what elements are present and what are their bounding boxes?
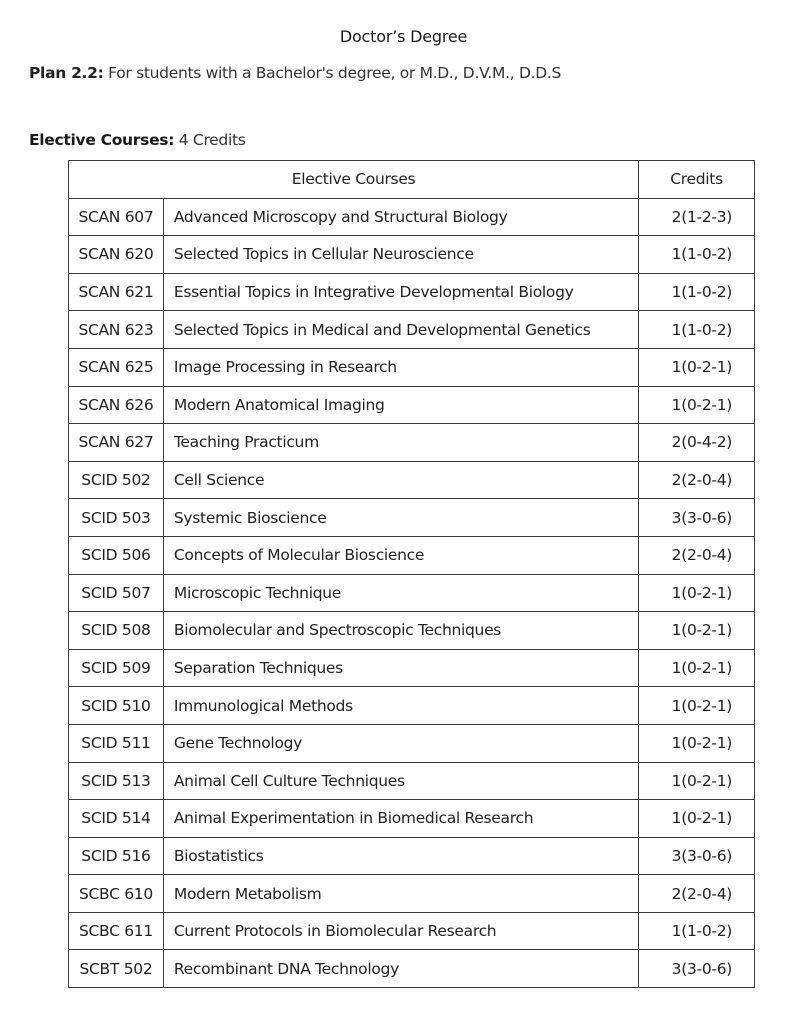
course-code: SCID 509 <box>69 649 164 687</box>
course-code: SCID 503 <box>69 499 164 537</box>
course-code: SCAN 625 <box>69 348 164 386</box>
course-name: Microscopic Technique <box>163 574 638 612</box>
course-credits: 1(0-2-1) <box>639 800 755 838</box>
table-row <box>69 536 755 574</box>
table-row <box>69 649 755 687</box>
table-row <box>69 236 755 274</box>
course-code: SCID 514 <box>69 800 164 838</box>
course-name: Cell Science <box>163 461 638 499</box>
course-code: SCAN 607 <box>69 198 164 236</box>
table-row <box>69 800 755 838</box>
table-row <box>69 875 755 913</box>
course-credits: 1(0-2-1) <box>639 724 755 762</box>
course-name: Recombinant DNA Technology <box>163 950 638 988</box>
course-name: Advanced Microscopy and Structural Biology <box>163 198 638 236</box>
course-name: Separation Techniques <box>163 649 638 687</box>
table-row <box>69 386 755 424</box>
course-credits: 2(2-0-4) <box>639 461 755 499</box>
table-row <box>69 273 755 311</box>
course-credits: 1(0-2-1) <box>639 762 755 800</box>
course-credits: 1(1-0-2) <box>639 912 755 950</box>
table-row <box>69 762 755 800</box>
table-row <box>69 311 755 349</box>
document-title: Doctor’s Degree <box>339 27 468 46</box>
course-credits: 1(1-0-2) <box>639 311 755 349</box>
course-code: SCID 502 <box>69 461 164 499</box>
elective-summary <box>29 131 246 149</box>
course-name: Biostatistics <box>163 837 638 875</box>
course-credits: 1(0-2-1) <box>639 687 755 725</box>
course-name: Teaching Practicum <box>163 424 638 462</box>
course-credits: 2(1-2-3) <box>639 198 755 236</box>
course-code: SCAN 627 <box>69 424 164 462</box>
course-code: SCAN 623 <box>69 311 164 349</box>
course-code: SCID 510 <box>69 687 164 725</box>
course-name: Selected Topics in Medical and Developmental Genetics <box>163 311 638 349</box>
table-body <box>69 198 755 987</box>
course-code: SCID 507 <box>69 574 164 612</box>
course-name: Modern Metabolism <box>163 875 638 913</box>
table-row <box>69 348 755 386</box>
course-name: Current Protocols in Biomolecular Research <box>163 912 638 950</box>
course-credits: 1(0-2-1) <box>639 574 755 612</box>
course-code: SCID 508 <box>69 612 164 650</box>
course-code: SCAN 620 <box>69 236 164 274</box>
course-code: SCAN 626 <box>69 386 164 424</box>
table-row <box>69 574 755 612</box>
course-name: Biomolecular and Spectroscopic Techniques <box>163 612 638 650</box>
table-row <box>69 687 755 725</box>
course-name: Essential Topics in Integrative Developmental Biology <box>163 273 638 311</box>
course-credits: 3(3-0-6) <box>639 950 755 988</box>
elective-label: Elective Courses: <box>29 131 175 149</box>
table-row <box>69 461 755 499</box>
course-credits: 1(1-0-2) <box>639 273 755 311</box>
course-code: SCBC 611 <box>69 912 164 950</box>
table-row <box>69 724 755 762</box>
course-name: Selected Topics in Cellular Neuroscience <box>163 236 638 274</box>
course-name: Animal Experimentation in Biomedical Research <box>163 800 638 838</box>
course-code: SCID 506 <box>69 536 164 574</box>
course-name: Gene Technology <box>163 724 638 762</box>
table-row <box>69 198 755 236</box>
course-credits: 2(0-4-2) <box>639 424 755 462</box>
plan-description <box>29 64 561 82</box>
header-credits: Credits <box>639 161 755 199</box>
course-credits: 1(0-2-1) <box>639 649 755 687</box>
course-code: SCBT 502 <box>69 950 164 988</box>
course-name: Systemic Bioscience <box>163 499 638 537</box>
course-credits: 2(2-0-4) <box>639 875 755 913</box>
elective-courses-table <box>68 160 755 988</box>
course-code: SCAN 621 <box>69 273 164 311</box>
course-credits: 1(0-2-1) <box>639 612 755 650</box>
elective-credits-text: 4 Credits <box>174 131 246 149</box>
plan-text: For students with a Bachelor's degree, or M.D., D.V.M., D.D.S <box>103 64 562 82</box>
course-name: Immunological Methods <box>163 687 638 725</box>
table-row <box>69 837 755 875</box>
table-row <box>69 912 755 950</box>
course-code: SCBC 610 <box>69 875 164 913</box>
course-credits: 1(0-2-1) <box>639 386 755 424</box>
course-code: SCID 516 <box>69 837 164 875</box>
table-row <box>69 424 755 462</box>
course-credits: 3(3-0-6) <box>639 837 755 875</box>
course-code: SCID 511 <box>69 724 164 762</box>
course-name: Animal Cell Culture Techniques <box>163 762 638 800</box>
header-elective-courses: Elective Courses <box>69 161 639 199</box>
course-credits: 1(0-2-1) <box>639 348 755 386</box>
course-credits: 3(3-0-6) <box>639 499 755 537</box>
course-name: Concepts of Molecular Bioscience <box>163 536 638 574</box>
table-header-row <box>69 161 755 199</box>
course-credits: 1(1-0-2) <box>639 236 755 274</box>
table-row <box>69 499 755 537</box>
course-name: Modern Anatomical Imaging <box>163 386 638 424</box>
course-name: Image Processing in Research <box>163 348 638 386</box>
table-row <box>69 612 755 650</box>
plan-label: Plan 2.2: <box>29 64 104 82</box>
course-credits: 2(2-0-4) <box>639 536 755 574</box>
course-code: SCID 513 <box>69 762 164 800</box>
table-row <box>69 950 755 988</box>
